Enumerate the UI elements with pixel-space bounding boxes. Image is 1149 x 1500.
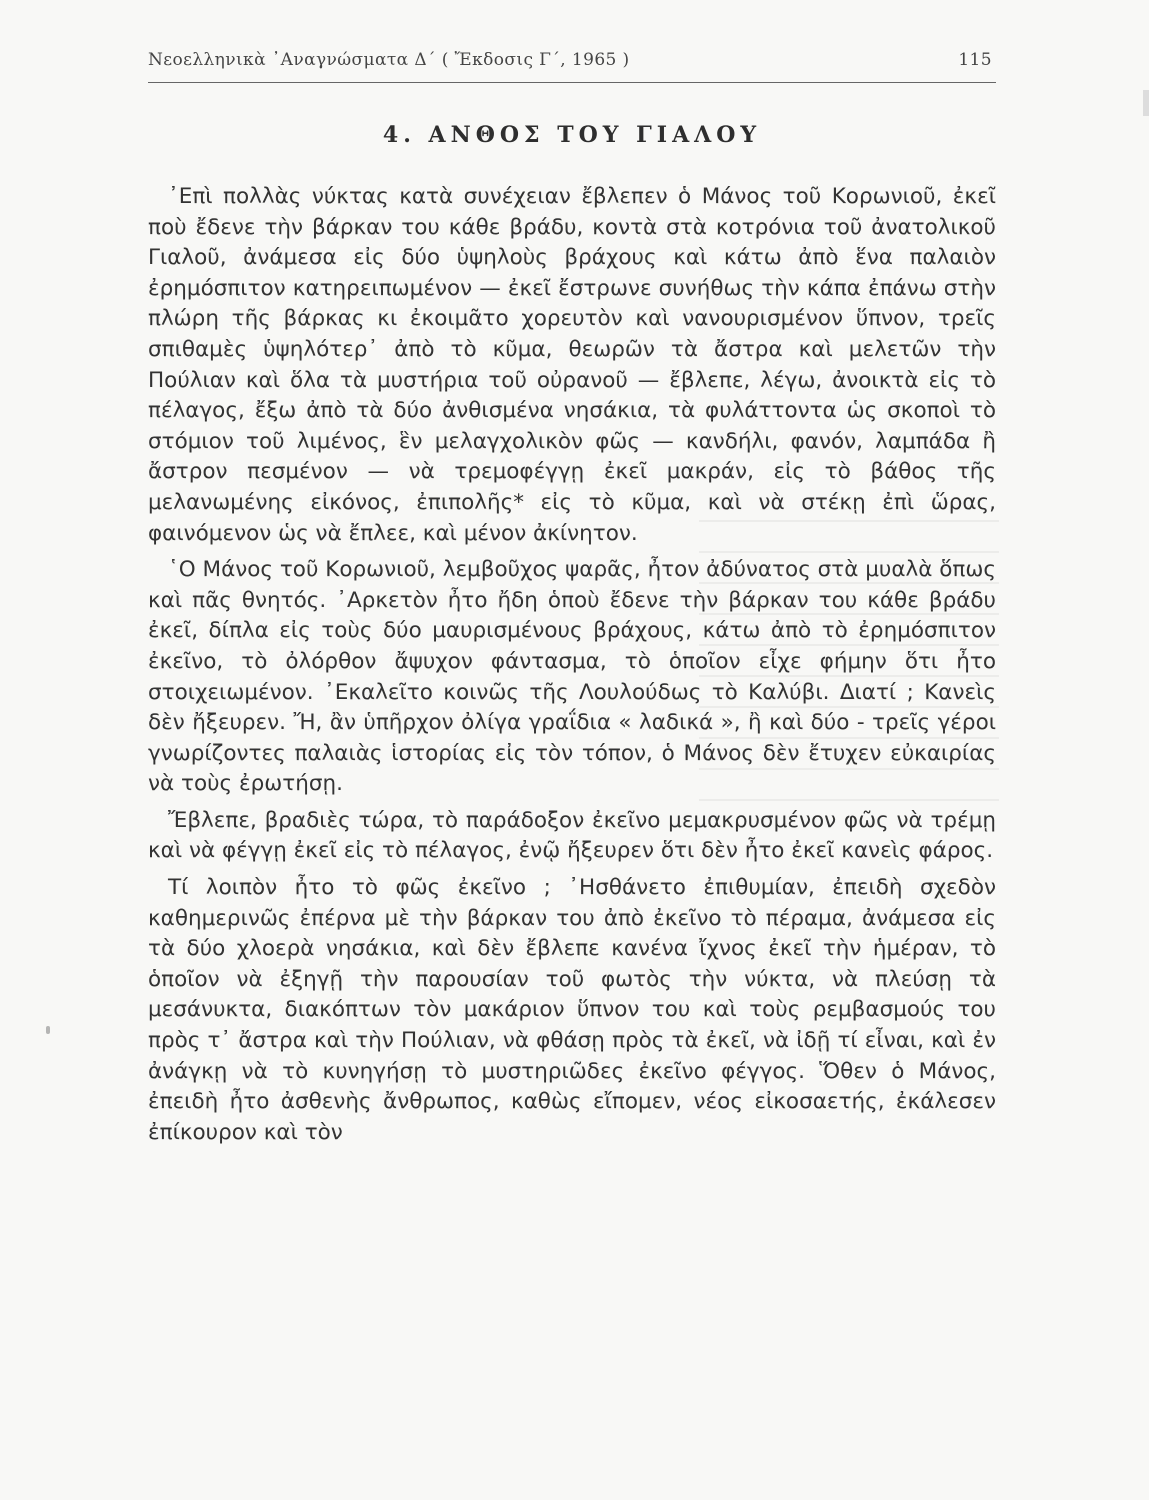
stray-ink-mark bbox=[46, 1026, 50, 1034]
chapter-title: 4. ΑΝΘΟΣ ΤΟΥ ΓΙΑΛΟΥ bbox=[382, 122, 762, 148]
paragraph-1: ᾿Επὶ πολλὰς νύκτας κατὰ συνέχειαν ἔβλεπεν ὁ Μάνος τοῦ Κορωνιοῦ, ἐκεῖ ποὺ ἔδενε τὴν βάρκαν του κάθε βράδυ, κοντὰ στὰ κοτρόνια τοῦ ἀνατολικοῦ Γιαλοῦ, ἀνάμεσα εἰς δύο ὑψηλοὺς βράχους καὶ κάτω ἀπὸ ἕνα παλαιὸν ἐρημόσπιτον κατηρειπωμένον — ἐκεῖ ἔστρωνε συνήθως τὴν κάπα ἐπάνω στὴν πλώρη τῆς βάρκας κι ἐκοιμᾶτο χορευτὸν καὶ νανουρισμένον ὕπνον, τρεῖς σπιθαμὲς ὑψηλότερ᾿ ἀπὸ τὸ κῦμα, θεωρῶν τὰ ἄστρα καὶ μελετῶν τὴν Πούλιαν καὶ ὅλα τὰ μυστήρια τοῦ οὐρανοῦ — ἔβλεπε, λέγω, ἀνοικτὰ εἰς τὸ πέλαγος, ἔξω ἀπὸ τὰ δύο ἀνθισμένα νησάκια, τὰ φυλάττοντα ὡς σκοποὶ τὸ στόμιον τοῦ λιμένος, ἓν μελαγχολικὸν φῶς — κανδήλι, φανόν, λαμπάδα ἢ ἄστρον πεσμένον — νὰ τρεμοφέγγῃ ἐκεῖ μακράν, εἰς τὸ βάθος τῆς μελανωμένης εἰκόνος, ἐπιπολῆς* εἰς τὸ κῦμα, καὶ νὰ στέκῃ ἐπὶ ὥρας, φαινόμενον ὡς νὰ ἔπλεε, καὶ μένον ἀκίνητον. bbox=[148, 184, 996, 546]
page-edge-mark bbox=[1143, 90, 1149, 116]
paragraph-4: Τί λοιπὸν ἦτο τὸ φῶς ἐκεῖνο ; ᾿Ησθάνετο ἐπιθυμίαν, ἐπειδὴ σχεδὸν καθημερινῶς ἐπέρνα μὲ τὴν βάρκαν του ἀπὸ ἐκεῖνο τὸ πέραμα, ἀνάμεσα εἰς τὰ δύο χλοερὰ νησάκια, καὶ δὲν ἔβλεπε κανένα ἴχνος ἐκεῖ τὴν ἡμέραν, τὸ ὁποῖον νὰ ἐξηγῇ τὴν παρουσίαν τοῦ φωτὸς τὴν νύκτα, νὰ πλεύσῃ τὰ μεσάνυκτα, διακόπτων τὸν μακάριον ὕπνον του καὶ τοὺς ρεμβασμούς του πρὸς τ᾿ ἄστρα καὶ τὴν Πούλιαν, νὰ φθάσῃ πρὸς τὰ ἐκεῖ, νὰ ἰδῇ τί εἶναι, καὶ ἐν ἀνάγκῃ νὰ τὸ κυνηγήσῃ τὸ μυστηριῶδες ἐκεῖνο φέγγος. Ὅθεν ὁ Μάνος, ἐπειδὴ ἦτο ἀσθενὴς ἄνθρωπος, καθὼς εἴπομεν, νέος εἰκοσαετής, ἐκάλεσεν ἐπίκουρον καὶ τὸν bbox=[148, 875, 996, 1145]
page-number: 115 bbox=[958, 50, 992, 70]
header-rule bbox=[148, 82, 996, 83]
paragraph-2: ῾Ο Μάνος τοῦ Κορωνιοῦ, λεμβοῦχος ψαρᾶς, ἦτον ἀδύνατος στὰ μυαλὰ ὅπως καὶ πᾶς θνητός. ᾿Αρκετὸν ἦτο ἤδη ὁποὺ ἔδενε τὴν βάρκαν του κάθε βράδυ ἐκεῖ, δίπλα εἰς τοὺς δύο μαυρισμένους βράχους, κάτω ἀπὸ τὸ ἐρημόσπιτον ἐκεῖνο, τὸ ὀλόρθον ἄψυχον φάντασμα, τὸ ὁποῖον εἶχε φήμην ὅτι ἦτο στοιχειωμένον. ᾿Εκαλεῖτο κοινῶς τῆς Λουλούδως τὸ Καλύβι. Διατί ; Κανεὶς δὲν ἤξευρεν. Ἤ, ἂν ὑπῆρχον ὀλίγα γραΐδια « λαδικά », ἢ καὶ δύο - τρεῖς γέροι γνωρίζοντες παλαιὰς ἱστορίας εἰς τὸν τόπον, ὁ Μάνος δὲν ἔτυχεν εὐκαιρίας νὰ τοὺς ἐρωτήσῃ. bbox=[148, 557, 996, 797]
book-info: Νεοελληνικὰ ᾿Αναγνώσματα Δ΄ ( Ἔκδοσις Γ΄, 1965 ) bbox=[148, 50, 630, 70]
paragraph-3: Ἔβλεπε, βραδιὲς τώρα, τὸ παράδοξον ἐκεῖνο μεμακρυσμένον φῶς νὰ τρέμῃ καὶ νὰ φέγγῃ ἐκεῖ εἰς τὸ πέλαγος, ἐνῷ ἤξευρεν ὅτι δὲν ἦτο ἐκεῖ κανεὶς φάρος. bbox=[148, 807, 996, 864]
running-header bbox=[148, 44, 996, 76]
body-text bbox=[148, 182, 996, 1154]
